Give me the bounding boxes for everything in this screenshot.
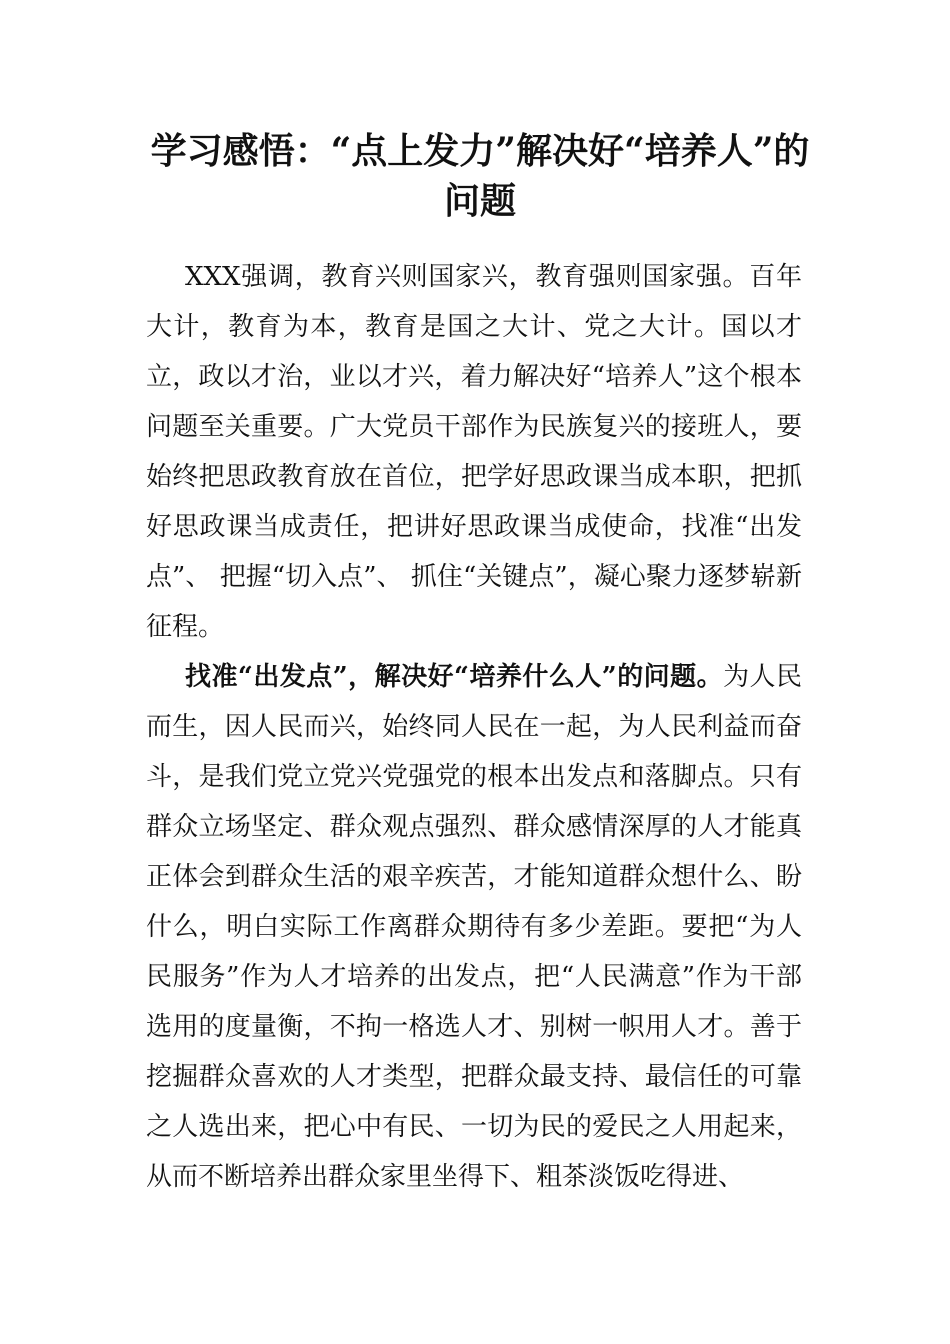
- paragraph-text: 为人民而生，因人民而兴，始终同人民在一起，为人民利益而奋斗，是我们党立党兴党强党的根本出发点和落脚点。只有群众立场坚定、群众观点强烈、群众感情深厚的人才能真正体会到群众生活的艰辛疾苦，才能知道群众想什么、盼什么，明白实际工作离群众期待有多少差距。要把“为人民服务”作为人才培养的出发点，把“人民满意”作为干部选用的度量衡，不拘一格选人才、别树一帜用人才。善于挖掘群众喜欢的人才类型，把群众最支持、最信任的可靠之人选出来，把心中有民、一切为民的爱民之人用起来，从而不断培养出群众家里坐得下、粗茶淡饭吃得进、: [146, 662, 802, 1192]
- paragraph-lead-heading: 找准“出发点”，解决好“培养什么人”的问题。: [185, 662, 724, 692]
- paragraph-text: XXX强调，教育兴则国家兴，教育强则国家强。百年大计，教育为本，教育是国之大计、党之大计。国以才立，政以才治，业以才兴，着力解决好“培养人”这个根本问题至关重要。广大党员干部作为民族复兴的接班人，要始终把思政教育放在首位，把学好思政课当成本职，把抓好思政课当成责任，把讲好思政课当成使命，找准“出发点”、 把握“切入点”、 抓住“关键点”，凝心聚力逐梦崭新征程。: [146, 262, 802, 642]
- paragraph-find-starting-point: [146, 652, 802, 1202]
- document-body: [146, 252, 802, 1202]
- document-title: 学习感悟：“点上发力”解决好“培养人”的问题: [150, 130, 810, 222]
- paragraph-intro: [146, 252, 802, 652]
